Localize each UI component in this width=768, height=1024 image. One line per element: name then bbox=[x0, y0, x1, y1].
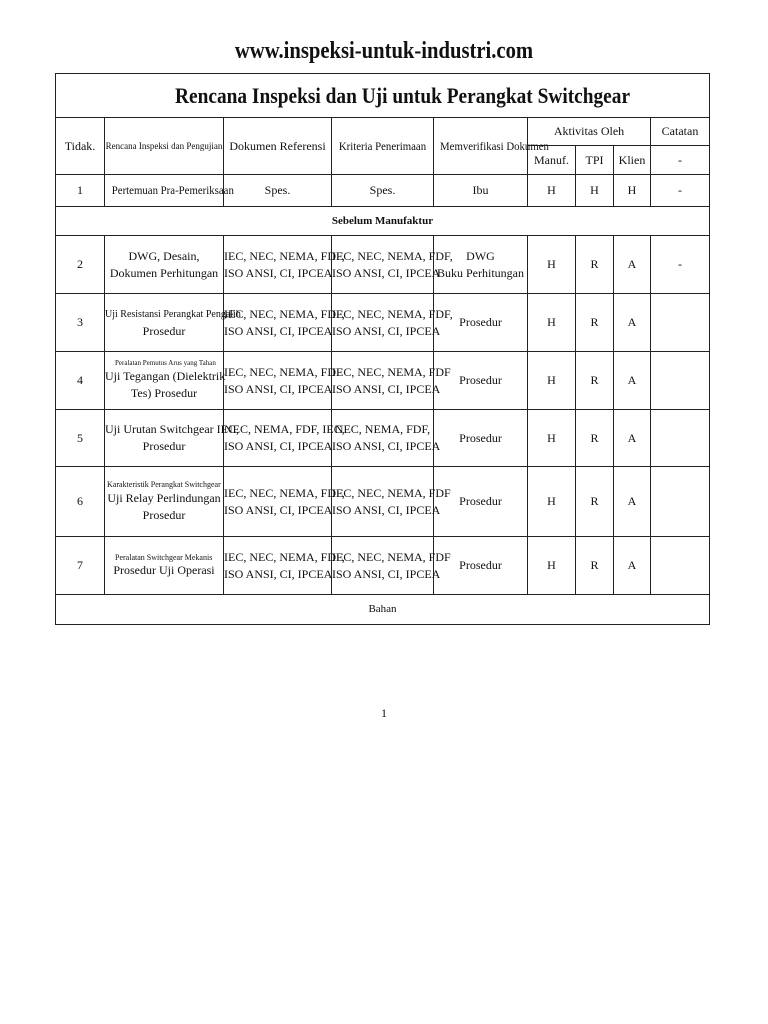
row-manuf: H bbox=[528, 175, 576, 207]
row-plan: DWG, Desain, Dokumen Perhitungan bbox=[105, 236, 224, 294]
row-client: H bbox=[614, 175, 651, 207]
table-row bbox=[56, 537, 710, 595]
table-row bbox=[56, 410, 710, 467]
row-criteria: IEC, NEC, NEMA, FDF ISO ANSI, CI, IPCEA bbox=[332, 537, 434, 595]
row-notes bbox=[651, 410, 710, 467]
table-title: Rencana Inspeksi dan Uji untuk Perangkat Switchgear bbox=[56, 74, 710, 118]
row-manuf: H bbox=[528, 537, 576, 595]
row-manuf: H bbox=[528, 410, 576, 467]
row-manuf: H bbox=[528, 467, 576, 537]
row-ref: NEC, NEMA, FDF, IEC, ISO ANSI, CI, IPCEA bbox=[224, 410, 332, 467]
row-manuf: H bbox=[528, 352, 576, 410]
row-ref: IEC, NEC, NEMA, FDF, ISO ANSI, CI, IPCEA bbox=[224, 537, 332, 595]
row-ref: IEC, NEC, NEMA, FDF ISO ANSI, CI, IPCEA bbox=[224, 352, 332, 410]
row-ref: IEC, NEC, NEMA, FDF, ISO ANSI, CI, IPCEA bbox=[224, 467, 332, 537]
row-plan: Peralatan Pemutus Arus yang Tahan Uji Tegangan (Dielektrik Tes) Prosedur bbox=[105, 352, 224, 410]
row-criteria: IEC, NEC, NEMA, FDF ISO ANSI, CI, IPCEA bbox=[332, 352, 434, 410]
header-ref: Dokumen Referensi bbox=[224, 118, 332, 175]
row-tpi: R bbox=[576, 236, 614, 294]
row-criteria: IEC, NEC, NEMA, FDF, ISO ANSI, CI, IPCEA bbox=[332, 294, 434, 352]
row-plan: Uji Urutan Switchgear IEC, Prosedur bbox=[105, 410, 224, 467]
row-plan-sub: Peralatan Pemutus Arus yang Tahan bbox=[115, 359, 216, 367]
row-notes bbox=[651, 352, 710, 410]
row-verify: Prosedur bbox=[434, 537, 528, 595]
row-criteria: IEC, NEC, NEMA, FDF ISO ANSI, CI, IPCEA bbox=[332, 467, 434, 537]
row-verify: Prosedur bbox=[434, 467, 528, 537]
header-notes-dash: - bbox=[651, 146, 710, 175]
row-no: 5 bbox=[56, 410, 105, 467]
row-manuf: H bbox=[528, 294, 576, 352]
row-client: A bbox=[614, 410, 651, 467]
row-criteria: IEC, NEC, NEMA, FDF, ISO ANSI, CI, IPCEA bbox=[332, 236, 434, 294]
row-no: 1 bbox=[56, 175, 105, 207]
row-notes: - bbox=[651, 236, 710, 294]
row-client: A bbox=[614, 352, 651, 410]
row-no: 7 bbox=[56, 537, 105, 595]
header-notes: Catatan bbox=[651, 118, 710, 146]
row-plan: Peralatan Switchgear Mekanis Prosedur Uji Operasi bbox=[105, 537, 224, 595]
row-tpi: H bbox=[576, 175, 614, 207]
header-activity: Aktivitas Oleh bbox=[528, 118, 651, 146]
page-number: 1 bbox=[381, 706, 387, 720]
row-plan-sub: Peralatan Switchgear Mekanis bbox=[115, 552, 213, 562]
table-row bbox=[56, 352, 710, 410]
row-notes bbox=[651, 537, 710, 595]
row-ref: IEC, NEC, NEMA, FDF, ISO ANSI, CI, IPCEA bbox=[224, 236, 332, 294]
section-before-manufacture: Sebelum Manufaktur bbox=[56, 207, 710, 236]
row-verify: Prosedur bbox=[434, 294, 528, 352]
row-no: 3 bbox=[56, 294, 105, 352]
row-plan: Karakteristik Perangkat Switchgear Uji Relay Perlindungan Prosedur bbox=[105, 467, 224, 537]
header-plan: Rencana Inspeksi dan Pengujian bbox=[105, 118, 224, 175]
row-client: A bbox=[614, 294, 651, 352]
row-tpi: R bbox=[576, 537, 614, 595]
table-row bbox=[56, 236, 710, 294]
header-client: Klien bbox=[614, 146, 651, 175]
table-row bbox=[56, 175, 710, 207]
header-criteria: Kriteria Penerimaan bbox=[332, 118, 434, 175]
inspection-plan-table bbox=[55, 73, 710, 625]
row-client: A bbox=[614, 467, 651, 537]
row-criteria: Spes. bbox=[332, 175, 434, 207]
row-tpi: R bbox=[576, 410, 614, 467]
row-verify: Ibu bbox=[434, 175, 528, 207]
table-row bbox=[56, 467, 710, 537]
row-notes bbox=[651, 294, 710, 352]
row-verify: Prosedur bbox=[434, 352, 528, 410]
row-client: A bbox=[614, 236, 651, 294]
row-notes: - bbox=[651, 175, 710, 207]
row-plan: Uji Resistansi Perangkat Pengalih Prosedur bbox=[105, 294, 224, 352]
header-tpi: TPI bbox=[576, 146, 614, 175]
header-manuf: Manuf. bbox=[528, 146, 576, 175]
row-notes bbox=[651, 467, 710, 537]
table-row bbox=[56, 294, 710, 352]
row-tpi: R bbox=[576, 467, 614, 537]
row-client: A bbox=[614, 537, 651, 595]
row-criteria: NEC, NEMA, FDF, ISO ANSI, CI, IPCEA bbox=[332, 410, 434, 467]
site-title: www.inspeksi-untuk-industri.com bbox=[234, 38, 534, 64]
row-verify: Prosedur bbox=[434, 410, 528, 467]
row-tpi: R bbox=[576, 294, 614, 352]
row-no: 2 bbox=[56, 236, 105, 294]
row-ref: IEC, NEC, NEMA, FDF, ISO ANSI, CI, IPCEA bbox=[224, 294, 332, 352]
row-verify: DWG Buku Perhitungan bbox=[434, 236, 528, 294]
row-tpi: R bbox=[576, 352, 614, 410]
header-no: Tidak. bbox=[56, 118, 105, 175]
row-no: 4 bbox=[56, 352, 105, 410]
header-verify: Memverifikasi Dokumen bbox=[434, 118, 528, 175]
section-material: Bahan bbox=[56, 595, 710, 625]
row-plan: Pertemuan Pra-Pemeriksaan bbox=[105, 175, 224, 207]
row-plan-sub: Karakteristik Perangkat Switchgear bbox=[107, 479, 221, 489]
row-ref: Spes. bbox=[224, 175, 332, 207]
row-no: 6 bbox=[56, 467, 105, 537]
row-manuf: H bbox=[528, 236, 576, 294]
